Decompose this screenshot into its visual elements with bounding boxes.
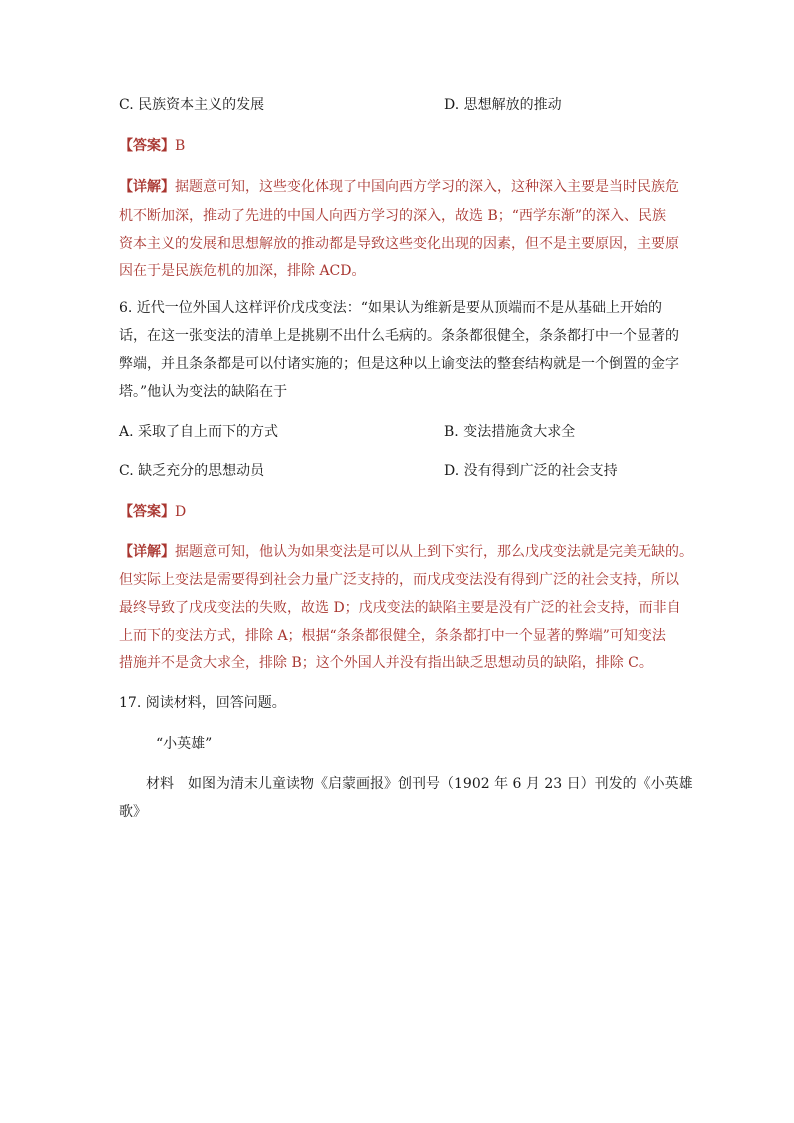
q5-detail-line-1: 【详解】据题意可知，这些变化体现了中国向西方学习的深入，这种深入主要是当时民族危 (119, 179, 679, 195)
answer-tag: 【答案】 (119, 504, 175, 520)
q6-stem-line-2: 话，在这一张变法的清单上是挑剔不出什么毛病的。条条都很健全，条条都打中一个显著的 (119, 328, 679, 344)
q6-answer (119, 502, 186, 522)
q5-detail-line-3: 资本主义的发展和思想解放的推动都是导致这些变化出现的因素，但不是主要原因，主要原 (119, 236, 679, 252)
q6-option-c: C. 缺乏充分的思想动员 (119, 463, 265, 479)
q6-detail-line-1: 【详解】据题意可知，他认为如果变法是可以从上到下实行，那么戊戌变法就是完美无缺的。 (119, 544, 693, 560)
q5-detail-line-4: 因在于是民族危机的加深，排除 ACD。 (119, 263, 366, 279)
q6-stem-line-4: 塔。”他认为变法的缺陷在于 (119, 384, 288, 400)
answer-tag: 【答案】 (119, 138, 175, 154)
q6-stem-line-3: 弊端，并且条条都是可以付诸实施的；但是这种以上谕变法的整套结构就是一个倒置的金字 (119, 356, 679, 372)
q17-stem: 17. 阅读材料，回答问题。 (119, 695, 286, 711)
q6-detail-line-3: 最终导致了戊戌变法的失败，故选 D；戊戌变法的缺陷主要是没有广泛的社会支持，而非自 (119, 600, 681, 616)
q6-detail-line-5: 措施并不是贪大求全，排除 B；这个外国人并没有指出缺乏思想动员的缺陷，排除 C。 (119, 655, 653, 671)
q6-detail-line-2: 但实际上变法是需要得到社会力量广泛支持的，而戊戌变法没有得到广泛的社会支持，所以 (119, 572, 679, 588)
q6-option-b: B. 变法措施贪大求全 (444, 424, 576, 440)
q6-detail-line-4: 上而下的变法方式，排除 A；根据“条条都很健全，条条都打中一个显著的弊端”可知变法 (119, 628, 666, 644)
q5-option-d: D. 思想解放的推动 (444, 97, 562, 113)
detail-tag: 【详解】 (119, 179, 175, 195)
q5-answer (119, 136, 185, 156)
q5-detail-line-2: 机不断加深，推动了先进的中国人向西方学习的深入，故选 B；“西学东渐”的深入、民族 (119, 208, 667, 224)
q6-stem-line-1: 6. 近代一位外国人这样评价戊戌变法：“如果认为维新是要从顶端而不是从基础上开始的 (119, 300, 662, 316)
q17-material-line-1: 材料 如图为清末儿童读物《启蒙画报》创刊号（1902 年 6 月 23 日）刊发的《小英雄 (146, 776, 693, 792)
q17-material-line-2: 歌》 (119, 804, 147, 820)
answer-value: B (175, 138, 186, 154)
answer-value: D (175, 504, 187, 520)
q5-option-c: C. 民族资本主义的发展 (119, 97, 265, 113)
q17-subtitle: “小英雄” (156, 736, 213, 752)
q6-option-a: A. 采取了自上而下的方式 (119, 424, 279, 440)
detail-tag: 【详解】 (119, 544, 175, 560)
q6-option-d: D. 没有得到广泛的社会支持 (444, 463, 618, 479)
